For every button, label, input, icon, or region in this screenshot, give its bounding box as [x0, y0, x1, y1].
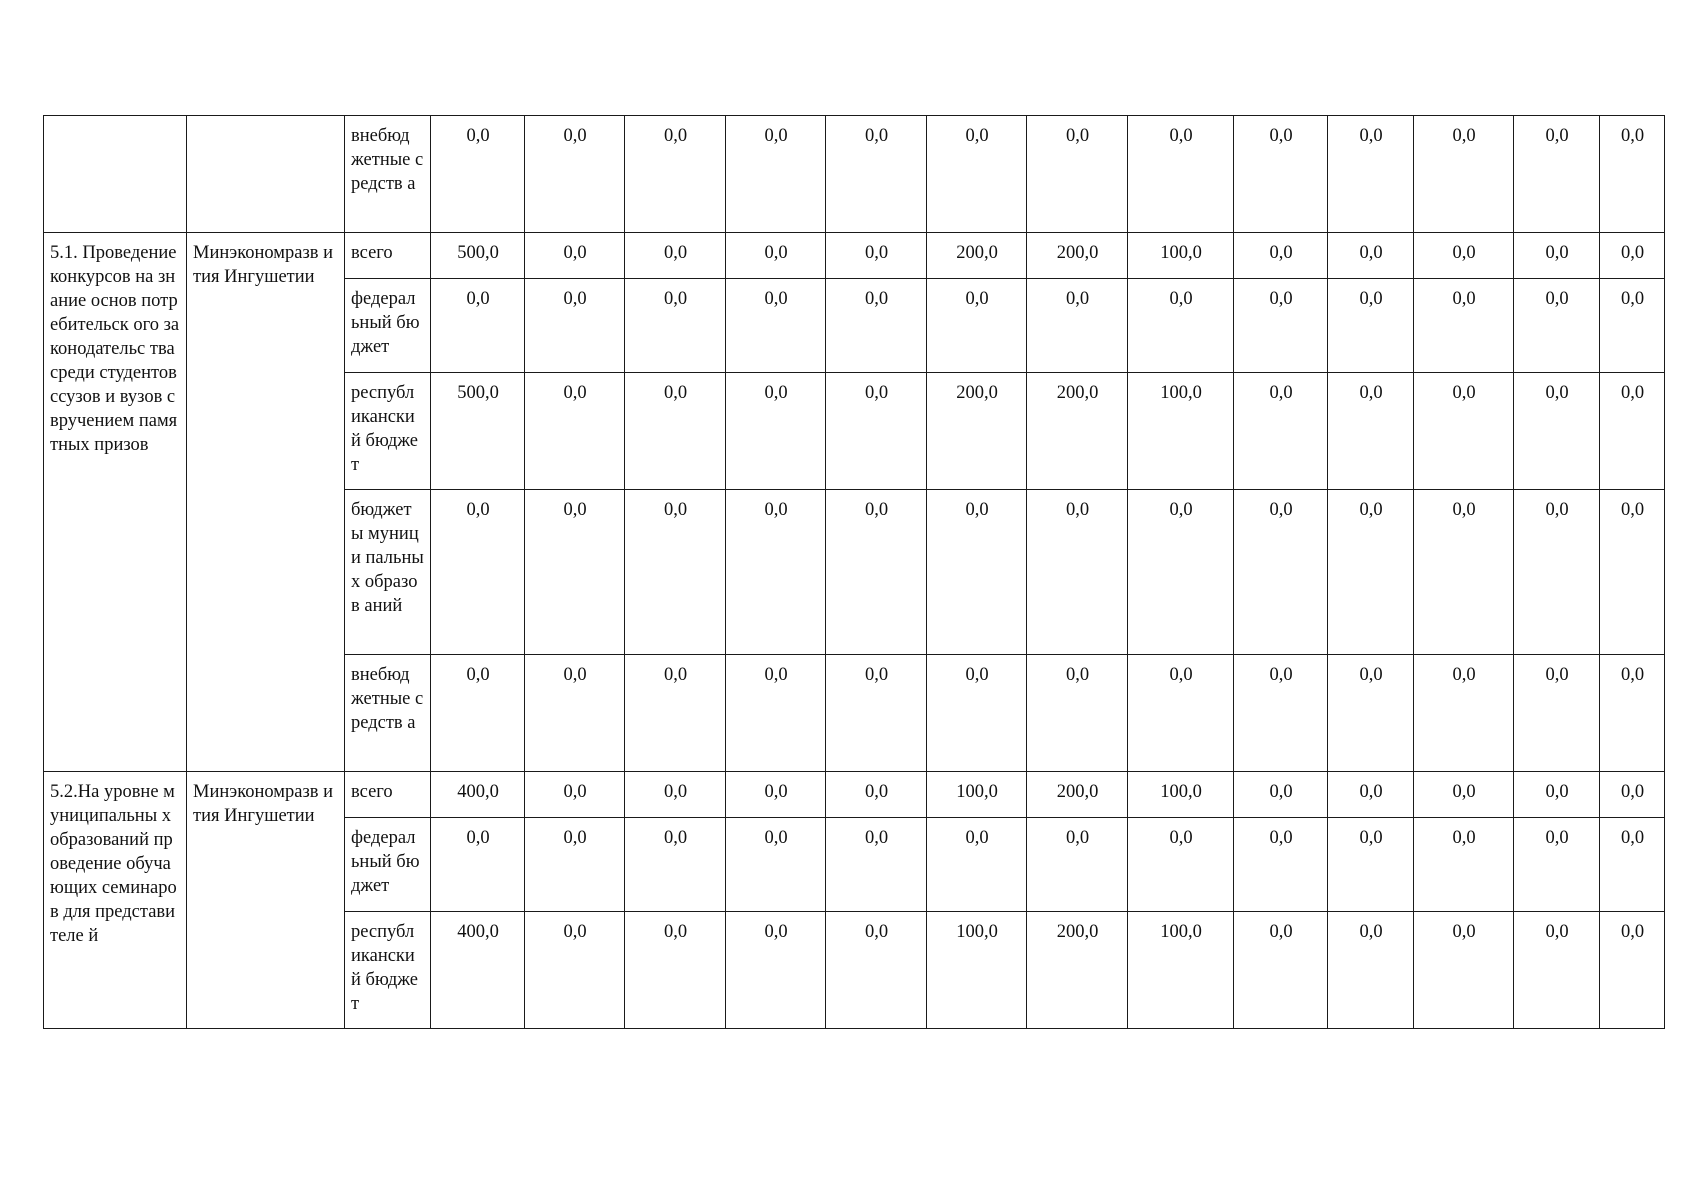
value-cell: 0,0: [1128, 116, 1234, 233]
executor-cell: Минэкономразв ития Ингушетии: [187, 233, 345, 772]
value-cell: 0,0: [1514, 772, 1600, 818]
value-cell: 0,0: [1514, 490, 1600, 655]
value-cell: 0,0: [726, 116, 826, 233]
source-cell: республ икански й бюджет: [345, 373, 431, 490]
value-cell: 200,0: [1027, 373, 1128, 490]
value-cell: 0,0: [1234, 490, 1328, 655]
value-cell: 0,0: [525, 279, 625, 373]
value-cell: 0,0: [726, 655, 826, 772]
value-cell: 0,0: [927, 818, 1027, 912]
value-cell: 0,0: [1234, 116, 1328, 233]
value-cell: 0,0: [826, 490, 927, 655]
value-cell: 100,0: [927, 772, 1027, 818]
value-cell: 0,0: [431, 490, 525, 655]
value-cell: 0,0: [927, 116, 1027, 233]
value-cell: 0,0: [431, 818, 525, 912]
value-cell: 0,0: [1027, 116, 1128, 233]
table-row: [44, 233, 1665, 279]
value-cell: 0,0: [1514, 818, 1600, 912]
value-cell: 0,0: [1234, 279, 1328, 373]
value-cell: 0,0: [1234, 655, 1328, 772]
value-cell: 0,0: [826, 772, 927, 818]
value-cell: 0,0: [1414, 912, 1514, 1029]
value-cell: 0,0: [1027, 818, 1128, 912]
value-cell: 0,0: [726, 818, 826, 912]
value-cell: 100,0: [1128, 772, 1234, 818]
value-cell: 0,0: [1328, 912, 1414, 1029]
value-cell: 0,0: [431, 655, 525, 772]
executor-cell: [187, 116, 345, 233]
value-cell: 0,0: [1514, 233, 1600, 279]
executor-cell: Минэкономразв ития Ингушетии: [187, 772, 345, 1029]
value-cell: 0,0: [1414, 818, 1514, 912]
value-cell: 0,0: [1514, 373, 1600, 490]
source-cell: федерал ьный бюджет: [345, 279, 431, 373]
value-cell: 0,0: [726, 912, 826, 1029]
value-cell: 0,0: [525, 772, 625, 818]
value-cell: 200,0: [1027, 772, 1128, 818]
value-cell: 100,0: [1128, 233, 1234, 279]
value-cell: 200,0: [1027, 912, 1128, 1029]
value-cell: 0,0: [1414, 373, 1514, 490]
table-row: [44, 772, 1665, 818]
value-cell: 0,0: [625, 373, 726, 490]
value-cell: 0,0: [625, 233, 726, 279]
value-cell: 0,0: [625, 490, 726, 655]
value-cell: 0,0: [1600, 373, 1665, 490]
value-cell: 0,0: [927, 655, 1027, 772]
item-cell: 5.2.На уровне муниципальны х образований проведение обучающих семинаров для представителе й: [44, 772, 187, 1029]
value-cell: 0,0: [726, 233, 826, 279]
value-cell: 0,0: [1128, 279, 1234, 373]
table-body: [44, 116, 1665, 1029]
value-cell: 0,0: [1414, 490, 1514, 655]
value-cell: 0,0: [1328, 490, 1414, 655]
value-cell: 0,0: [1514, 912, 1600, 1029]
value-cell: 0,0: [1328, 818, 1414, 912]
value-cell: 0,0: [1234, 818, 1328, 912]
value-cell: 0,0: [927, 279, 1027, 373]
value-cell: 0,0: [431, 116, 525, 233]
value-cell: 0,0: [1128, 490, 1234, 655]
value-cell: 0,0: [1328, 279, 1414, 373]
value-cell: 0,0: [1328, 233, 1414, 279]
value-cell: 0,0: [1414, 655, 1514, 772]
value-cell: 0,0: [525, 490, 625, 655]
value-cell: 0,0: [1234, 912, 1328, 1029]
value-cell: 0,0: [1234, 373, 1328, 490]
value-cell: 0,0: [1128, 655, 1234, 772]
value-cell: 0,0: [625, 279, 726, 373]
value-cell: 0,0: [625, 655, 726, 772]
value-cell: 500,0: [431, 373, 525, 490]
value-cell: 400,0: [431, 912, 525, 1029]
value-cell: 100,0: [1128, 373, 1234, 490]
value-cell: 0,0: [726, 772, 826, 818]
value-cell: 200,0: [1027, 233, 1128, 279]
value-cell: 200,0: [927, 233, 1027, 279]
budget-table: [43, 115, 1665, 1029]
value-cell: 0,0: [525, 912, 625, 1029]
value-cell: 0,0: [1128, 818, 1234, 912]
item-cell: 5.1. Проведение конкурсов на знание основ потребительск ого законодательс тва среди студентов ссузов и вузов с вручением памятных призов: [44, 233, 187, 772]
value-cell: 100,0: [1128, 912, 1234, 1029]
value-cell: 100,0: [927, 912, 1027, 1029]
source-cell: бюджет ы муници пальных образов аний: [345, 490, 431, 655]
value-cell: 0,0: [1600, 772, 1665, 818]
value-cell: 0,0: [826, 279, 927, 373]
value-cell: 0,0: [625, 912, 726, 1029]
value-cell: 0,0: [1414, 279, 1514, 373]
value-cell: 0,0: [1027, 279, 1128, 373]
value-cell: 0,0: [525, 116, 625, 233]
value-cell: 500,0: [431, 233, 525, 279]
value-cell: 0,0: [1414, 772, 1514, 818]
value-cell: 0,0: [1027, 655, 1128, 772]
value-cell: 0,0: [826, 655, 927, 772]
value-cell: 0,0: [726, 279, 826, 373]
value-cell: 0,0: [1600, 279, 1665, 373]
value-cell: 0,0: [1514, 655, 1600, 772]
value-cell: 0,0: [826, 818, 927, 912]
value-cell: 0,0: [1600, 818, 1665, 912]
value-cell: 0,0: [525, 373, 625, 490]
value-cell: 0,0: [625, 772, 726, 818]
item-cell: [44, 116, 187, 233]
value-cell: 0,0: [1234, 772, 1328, 818]
value-cell: 0,0: [1328, 772, 1414, 818]
value-cell: 0,0: [525, 233, 625, 279]
source-cell: всего: [345, 772, 431, 818]
value-cell: 0,0: [726, 490, 826, 655]
value-cell: 0,0: [1414, 116, 1514, 233]
source-cell: федерал ьный бюджет: [345, 818, 431, 912]
value-cell: 0,0: [826, 373, 927, 490]
value-cell: 0,0: [625, 116, 726, 233]
value-cell: 0,0: [826, 233, 927, 279]
value-cell: 0,0: [826, 116, 927, 233]
source-cell: республ икански й бюджет: [345, 912, 431, 1029]
value-cell: 200,0: [927, 373, 1027, 490]
value-cell: 0,0: [1600, 116, 1665, 233]
value-cell: 0,0: [525, 655, 625, 772]
value-cell: 0,0: [826, 912, 927, 1029]
value-cell: 0,0: [1328, 373, 1414, 490]
value-cell: 0,0: [1328, 116, 1414, 233]
value-cell: 0,0: [1234, 233, 1328, 279]
value-cell: 0,0: [1600, 490, 1665, 655]
value-cell: 400,0: [431, 772, 525, 818]
value-cell: 0,0: [1600, 912, 1665, 1029]
value-cell: 0,0: [726, 373, 826, 490]
value-cell: 0,0: [525, 818, 625, 912]
value-cell: 0,0: [625, 818, 726, 912]
source-cell: всего: [345, 233, 431, 279]
value-cell: 0,0: [1414, 233, 1514, 279]
source-cell: внебюд жетные средств а: [345, 655, 431, 772]
value-cell: 0,0: [1514, 279, 1600, 373]
source-cell: внебюд жетные средств а: [345, 116, 431, 233]
value-cell: 0,0: [431, 279, 525, 373]
value-cell: 0,0: [1514, 116, 1600, 233]
value-cell: 0,0: [927, 490, 1027, 655]
value-cell: 0,0: [1027, 490, 1128, 655]
value-cell: 0,0: [1328, 655, 1414, 772]
value-cell: 0,0: [1600, 655, 1665, 772]
value-cell: 0,0: [1600, 233, 1665, 279]
table-row: [44, 116, 1665, 233]
